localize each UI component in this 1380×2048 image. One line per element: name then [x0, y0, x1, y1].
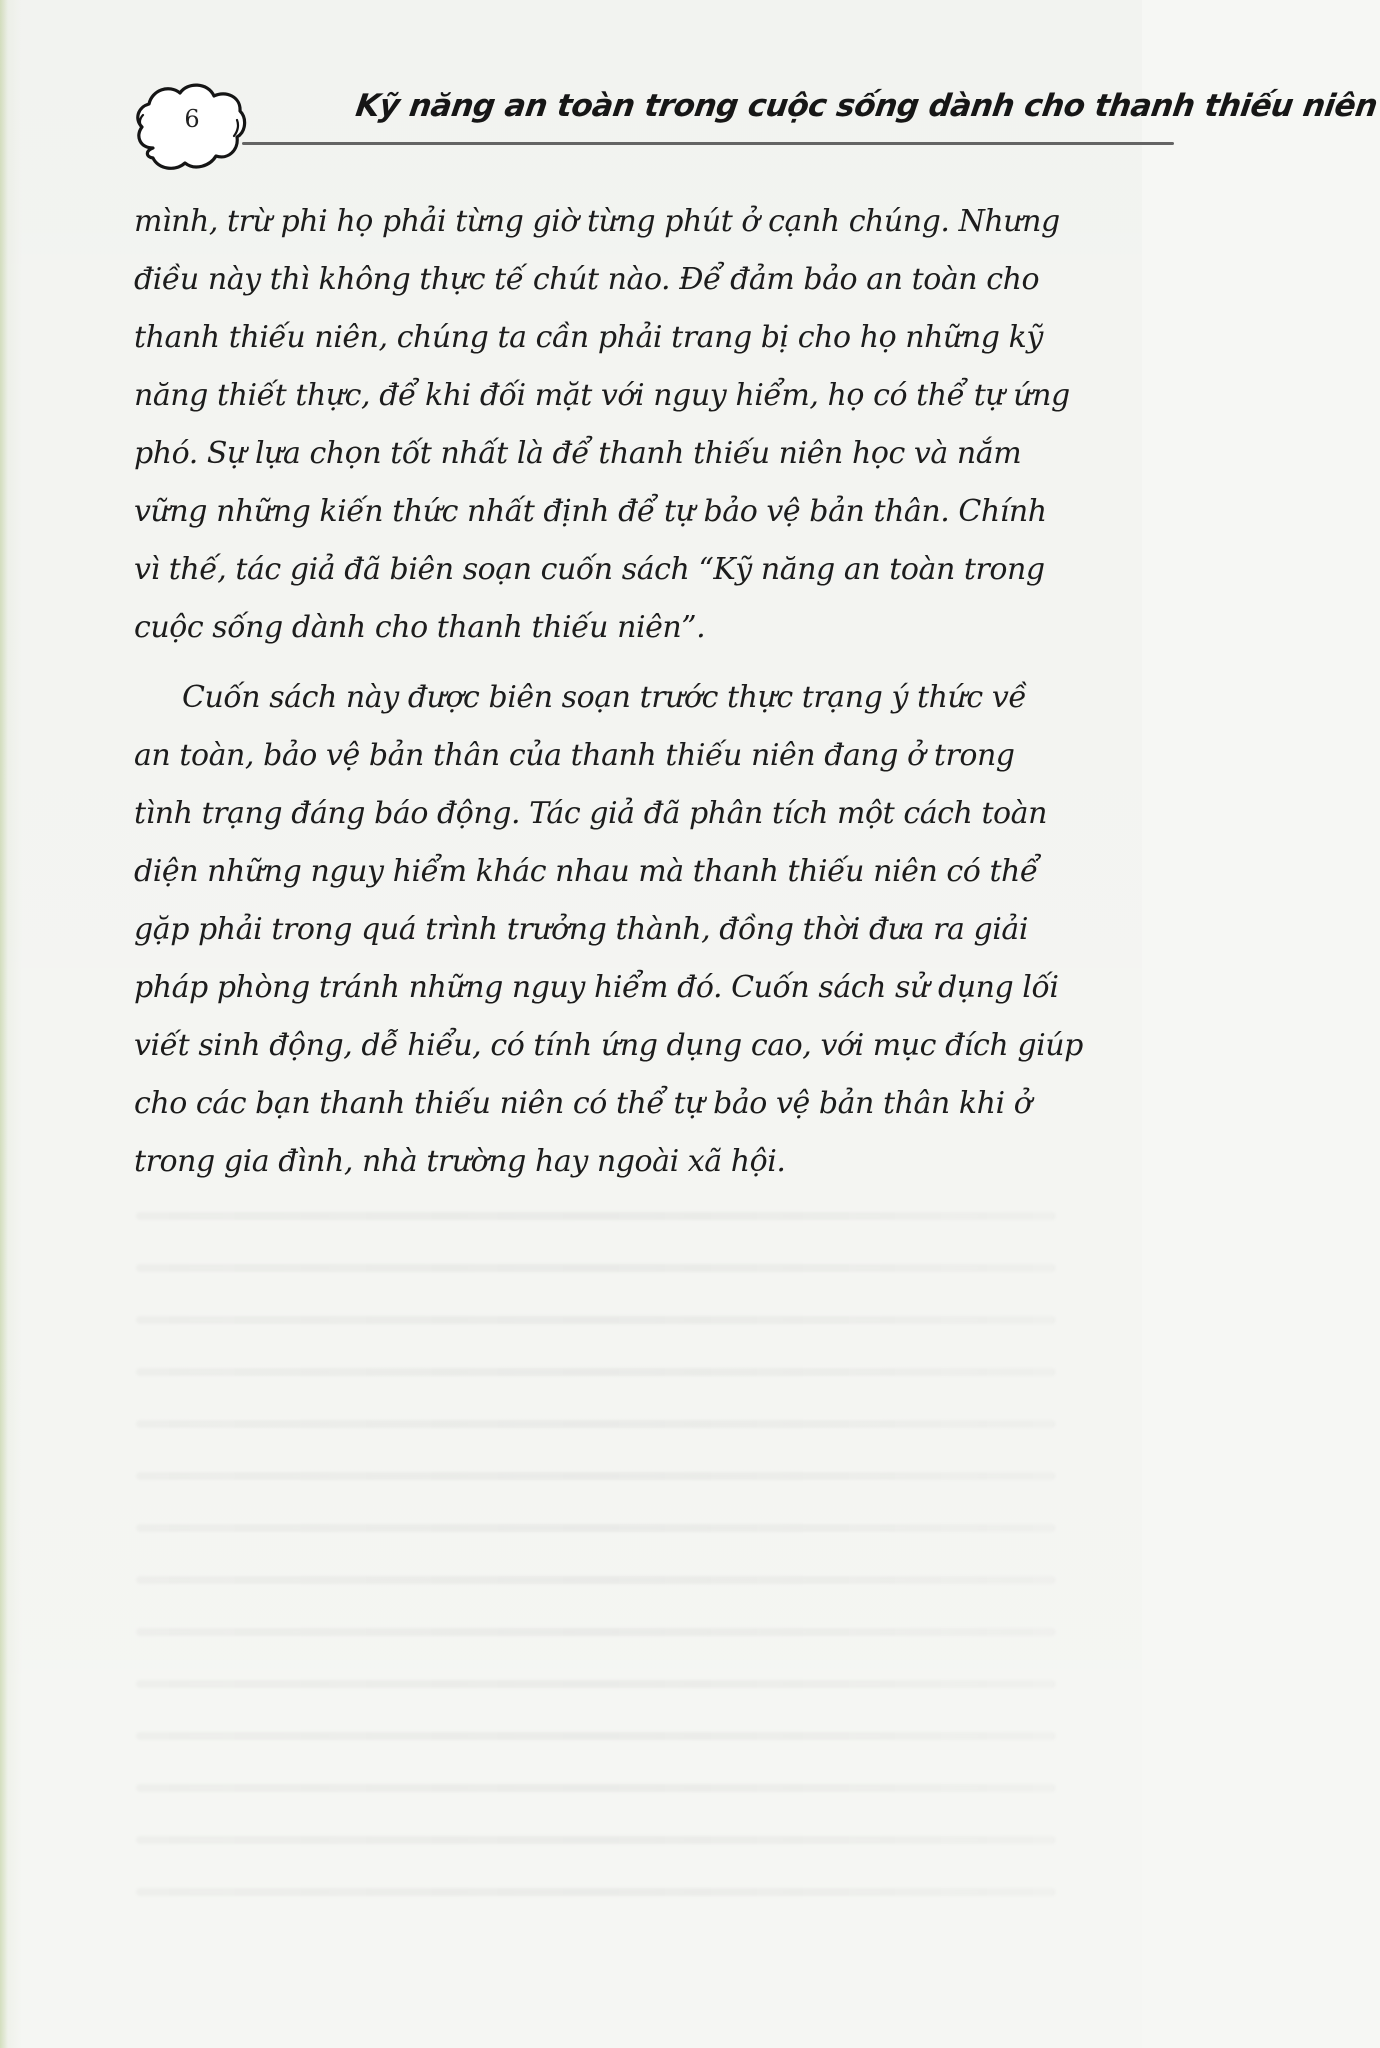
show-through-line [136, 1500, 1056, 1552]
paragraph-spacing [134, 657, 1054, 669]
text-line: điều này thì không thực tế chút nào. Để đảm bảo an toàn cho [134, 262, 1040, 297]
text-line: cho các bạn thanh thiếu niên có thể tự bảo vệ bản thân khi ở [134, 1086, 1032, 1121]
text-line: vì thế, tác giả đã biên soạn cuốn sách “Kỹ năng an toàn trong [134, 552, 1045, 587]
text-line: gặp phải trong quá trình trưởng thành, đồng thời đưa ra giải [134, 912, 1029, 947]
page-header [130, 80, 1380, 176]
text-line: trong gia đình, nhà trường hay ngoài xã hội. [134, 1144, 786, 1179]
show-through-line [136, 1344, 1056, 1396]
show-through-line [136, 1656, 1056, 1708]
show-through-line [136, 1604, 1056, 1656]
text-line: tình trạng đáng báo động. Tác giả đã phân tích một cách toàn [134, 796, 1047, 831]
show-through-line [136, 1292, 1056, 1344]
text-line: năng thiết thực, để khi đối mặt với nguy hiểm, họ có thể tự ứng [134, 378, 1070, 413]
paragraph [134, 669, 1083, 1191]
paragraph [134, 193, 1070, 657]
show-through-line [136, 1552, 1056, 1604]
show-through-line [136, 1448, 1056, 1500]
show-through-line [136, 1396, 1056, 1448]
show-through-line [136, 1812, 1056, 1864]
header-divider [242, 142, 1174, 145]
show-through-line [136, 1240, 1056, 1292]
show-through-line [136, 1864, 1056, 1916]
page-number: 6 [184, 105, 200, 133]
text-line: Cuốn sách này được biên soạn trước thực trạng ý thức về [182, 680, 1027, 715]
show-through-text [136, 1188, 1056, 1916]
text-line: cuộc sống dành cho thanh thiếu niên”. [134, 610, 706, 645]
text-line: phó. Sự lựa chọn tốt nhất là để thanh thiếu niên học và nắm [134, 436, 1022, 471]
text-line: vững những kiến thức nhất định để tự bảo vệ bản thân. Chính [134, 494, 1047, 529]
body-text [134, 193, 1083, 1191]
text-line: viết sinh động, dễ hiểu, có tính ứng dụng cao, với mục đích giúp [134, 1028, 1083, 1063]
text-line: mình, trừ phi họ phải từng giờ từng phút ở cạnh chúng. Nhưng [134, 204, 1060, 239]
text-line: pháp phòng tránh những nguy hiểm đó. Cuốn sách sử dụng lối [134, 970, 1059, 1005]
text-line: an toàn, bảo vệ bản thân của thanh thiếu niên đang ở trong [134, 738, 1015, 773]
running-title: Kỹ năng an toàn trong cuộc sống dành cho thanh thiếu niên [353, 88, 1380, 124]
show-through-line [136, 1188, 1056, 1240]
page-left-edge [0, 0, 8, 2048]
text-line: thanh thiếu niên, chúng ta cần phải trang bị cho họ những kỹ [134, 320, 1043, 355]
show-through-line [136, 1760, 1056, 1812]
show-through-line [136, 1708, 1056, 1760]
text-line: diện những nguy hiểm khác nhau mà thanh thiếu niên có thể [134, 854, 1038, 889]
page-number-badge [130, 80, 248, 178]
